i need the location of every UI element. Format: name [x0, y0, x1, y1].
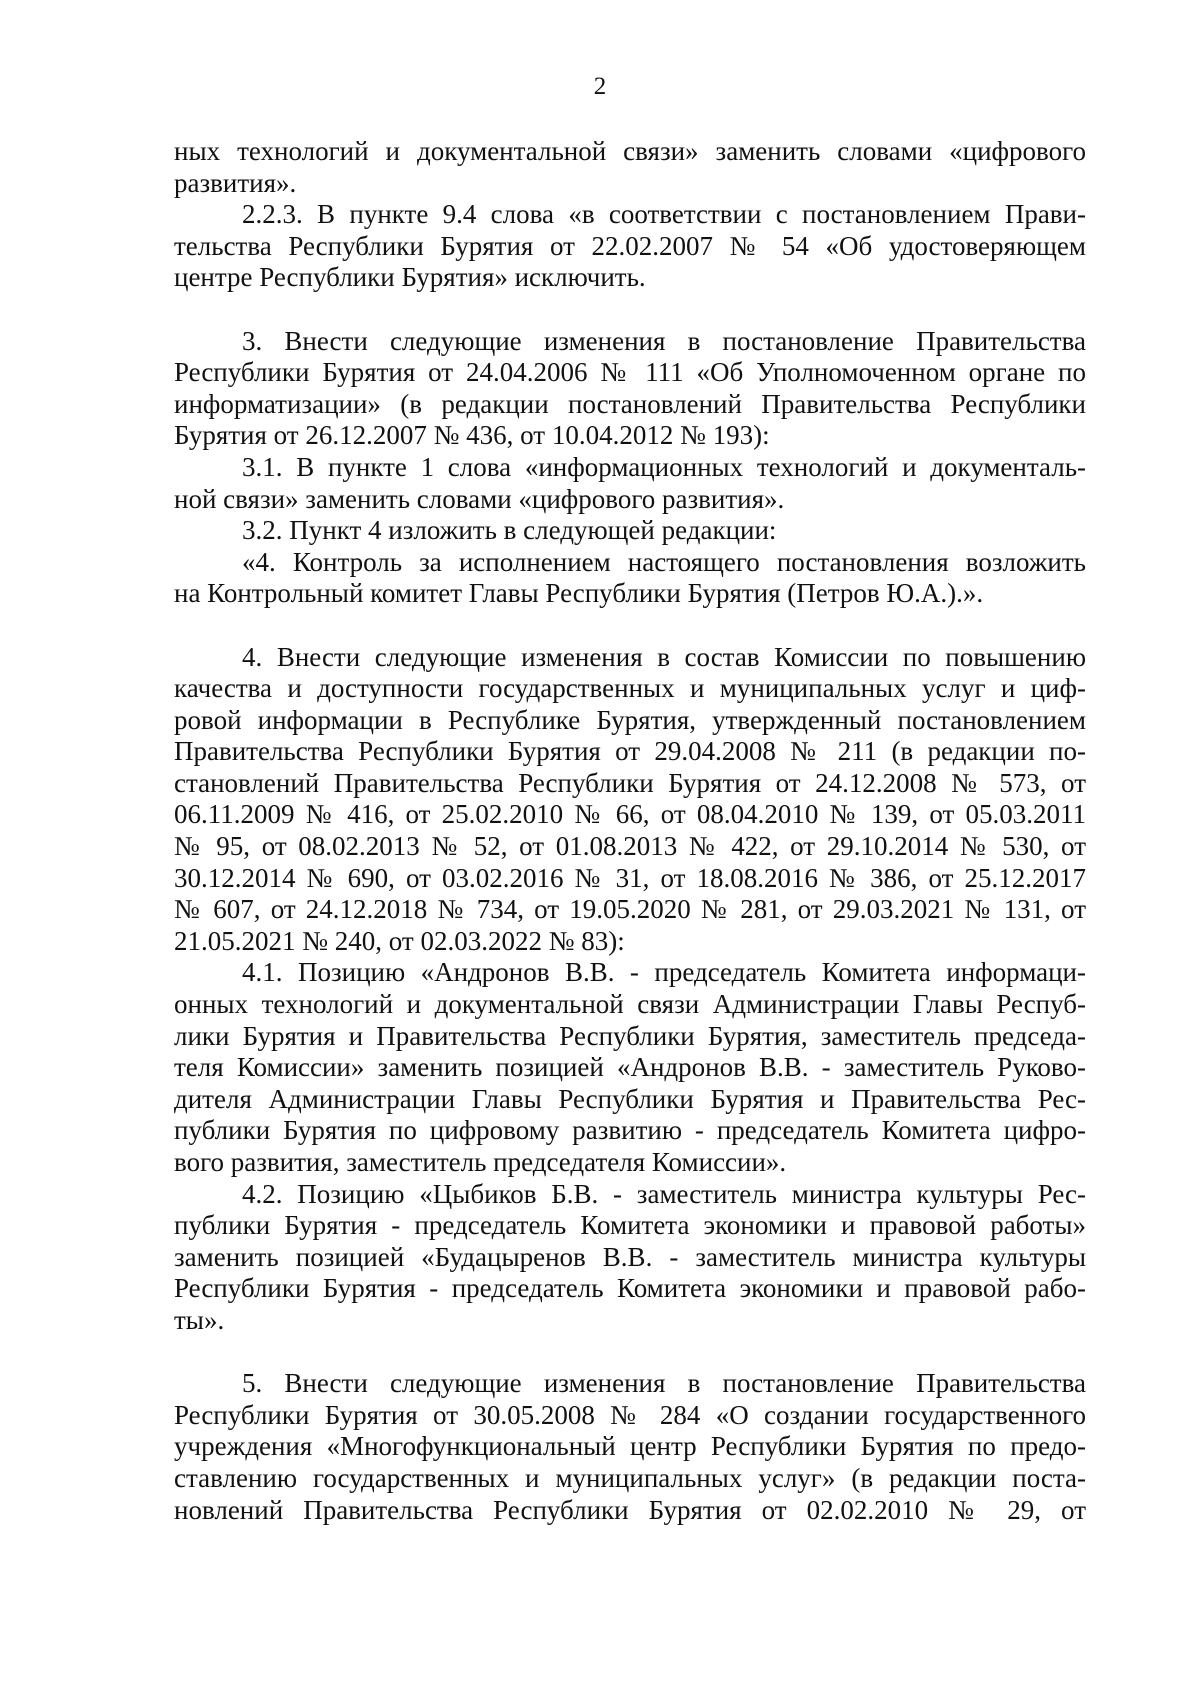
- text-line: 21.05.2021 № 240, от 02.03.2022 № 83):: [174, 925, 625, 956]
- text-line: ной связи» заменить словами «цифрового развития».: [174, 483, 785, 514]
- text-line: лики Бурятия и Правительства Республики Бурятия, заместитель председа-: [174, 1020, 1086, 1051]
- text-line: Республики Бурятия от 24.04.2006 № 111 «Об Уполномоченном органе по: [174, 357, 1086, 388]
- text-line: ставлению государственных и муниципальных услуг» (в редакции поста-: [174, 1462, 1086, 1493]
- text-line: центре Республики Бурятия» исключить.: [174, 262, 646, 293]
- text-line: № 607, от 24.12.2018 № 734, от 19.05.2020 № 281, от 29.03.2021 № 131, от: [174, 894, 1086, 925]
- paragraph-4: [174, 642, 1086, 958]
- paragraph-4-1: [174, 957, 1086, 1178]
- text-line: 3. Внести следующие изменения в постановление Правительства: [242, 325, 1086, 356]
- text-line: теля Комиссии» заменить позицией «Андронов В.В. - заместитель Руково-: [174, 1052, 1086, 1083]
- text-line: онных технологий и документальной связи Администрации Главы Респуб-: [174, 989, 1086, 1020]
- paragraph-3-1: [174, 452, 1086, 515]
- paragraph-gap: [174, 610, 1086, 642]
- text-line: 4.1. Позицию «Андронов В.В. - председатель Комитета информаци-: [242, 957, 1086, 988]
- paragraph-gap: [174, 294, 1086, 326]
- text-line: тельства Республики Бурятия от 22.02.2007 № 54 «Об удостоверяющем: [174, 230, 1086, 261]
- paragraph-quoted-item-4: [174, 547, 1086, 610]
- paragraph-continuation: [174, 136, 1086, 199]
- text-line: Правительства Республики Бурятия от 29.04.2008 № 211 (в редакции по-: [174, 736, 1086, 767]
- text-line: качества и доступности государственных и муниципальных услуг и циф-: [174, 673, 1086, 704]
- document-body: [174, 136, 1086, 1526]
- text-line: новлений Правительства Республики Бурятия от 02.02.2010 № 29, от: [174, 1494, 1086, 1525]
- text-line: на Контрольный комитет Главы Республики Бурятия (Петров Ю.А.).».: [174, 578, 984, 609]
- text-line: ты».: [174, 1304, 225, 1335]
- text-line: Бурятия от 26.12.2007 № 436, от 10.04.2012 № 193):: [174, 420, 770, 451]
- text-line: заменить позицией «Будацыренов В.В. - заместитель министра культуры: [174, 1241, 1086, 1272]
- text-line: «4. Контроль за исполнением настоящего постановления возложить: [242, 546, 1086, 577]
- text-line: публики Бурятия - председатель Комитета экономики и правовой работы»: [174, 1210, 1086, 1241]
- paragraph-3: [174, 326, 1086, 452]
- paragraph-2-2-3: [174, 199, 1086, 294]
- text-line: 3.2. Пункт 4 изложить в следующей редакции:: [242, 515, 777, 546]
- paragraph-3-2: [174, 515, 1086, 547]
- text-line: дителя Администрации Главы Республики Бурятия и Правительства Рес-: [174, 1083, 1086, 1114]
- text-line: ных технологий и документальной связи» заменить словами «цифрового: [174, 136, 1086, 166]
- text-line: развития».: [174, 167, 297, 198]
- text-line: 30.12.2014 № 690, от 03.02.2016 № 31, от 18.08.2016 № 386, от 25.12.2017: [174, 862, 1086, 893]
- text-line: Республики Бурятия от 30.05.2008 № 284 «О создании государственного: [174, 1399, 1086, 1430]
- text-line: вого развития, заместитель председателя Комиссии».: [174, 1147, 787, 1177]
- text-line: становлений Правительства Республики Бурятия от 24.12.2008 № 573, от: [174, 767, 1086, 798]
- text-line: 06.11.2009 № 416, от 25.02.2010 № 66, от 08.04.2010 № 139, от 05.03.2011: [174, 799, 1086, 830]
- text-line: Республики Бурятия - председатель Комитета экономики и правовой рабо-: [174, 1273, 1086, 1304]
- text-line: учреждения «Многофункциональный центр Республики Бурятия по предо-: [174, 1431, 1086, 1462]
- text-line: № 95, от 08.02.2013 № 52, от 01.08.2013 № 422, от 29.10.2014 № 530, от: [174, 831, 1086, 862]
- text-line: 2.2.3. В пункте 9.4 слова «в соответствии с постановлением Прави-: [242, 199, 1086, 230]
- text-line: публики Бурятия по цифровому развитию - председатель Комитета цифро-: [174, 1115, 1086, 1146]
- text-line: 5. Внести следующие изменения в постановление Правительства: [242, 1368, 1086, 1399]
- paragraph-5: [174, 1368, 1086, 1526]
- page-number: 2: [593, 73, 607, 100]
- text-line: 3.1. В пункте 1 слова «информационных технологий и документаль-: [242, 451, 1086, 482]
- paragraph-gap: [174, 1337, 1086, 1369]
- text-line: ровой информации в Республике Бурятия, утвержденный постановлением: [174, 704, 1086, 735]
- paragraph-4-2: [174, 1179, 1086, 1337]
- text-line: 4.2. Позицию «Цыбиков Б.В. - заместитель министра культуры Рес-: [242, 1178, 1086, 1209]
- text-line: 4. Внести следующие изменения в состав Комиссии по повышению: [242, 641, 1086, 672]
- text-line: информатизации» (в редакции постановлений Правительства Республики: [174, 388, 1086, 419]
